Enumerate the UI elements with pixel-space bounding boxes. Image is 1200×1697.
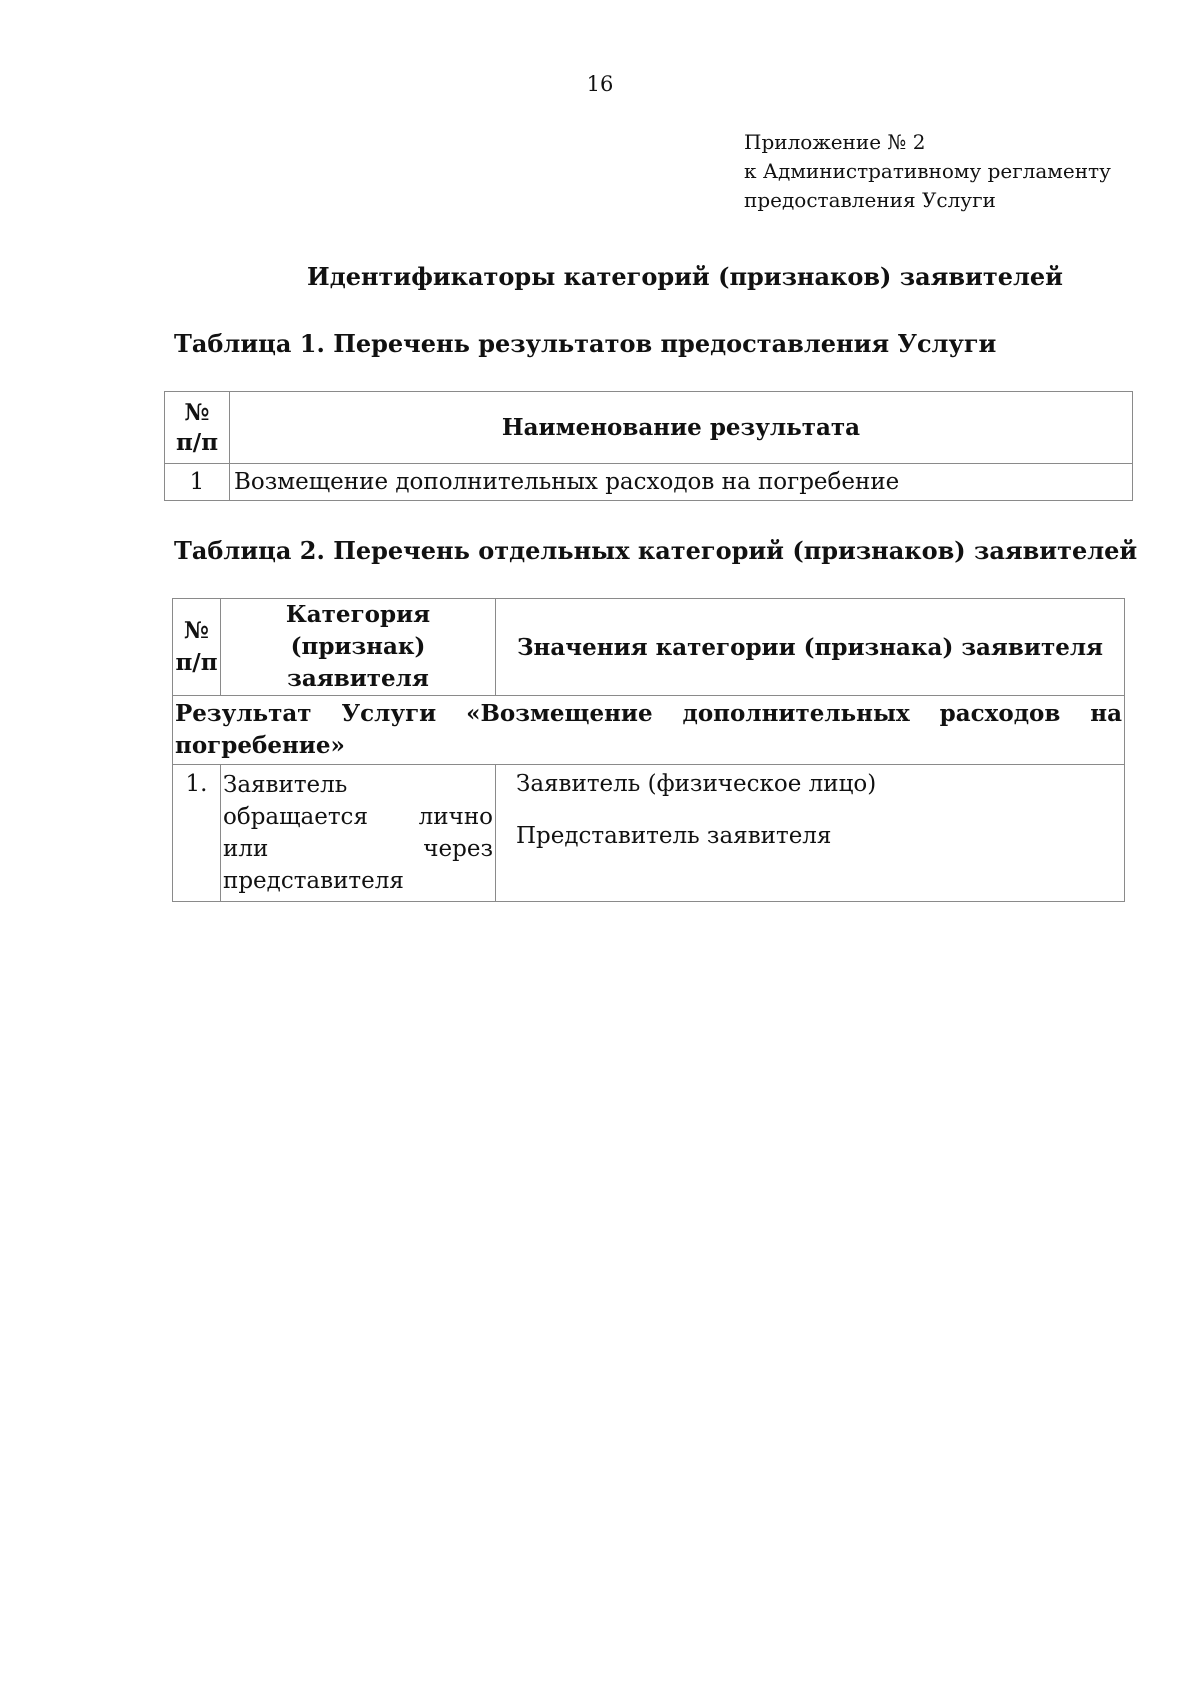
- results-table: [164, 391, 1133, 501]
- header-num-line: п/п: [175, 649, 218, 676]
- column-header-result-name: Наименование результата: [230, 392, 1133, 464]
- document-title: Идентификаторы категорий (признаков) заявителей: [307, 262, 1063, 291]
- column-header-values: Значения категории (признака) заявителя: [496, 599, 1125, 696]
- result-name: Возмещение дополнительных расходов на погребение: [230, 464, 1133, 501]
- header-num-line: №: [184, 398, 210, 426]
- category-value: Представитель заявителя: [516, 823, 832, 849]
- category-cell: Заявитель обращается лично или через представителя: [221, 765, 496, 902]
- table-header-row: [173, 599, 1125, 696]
- header-num-line: п/п: [175, 428, 219, 456]
- row-number: 1: [165, 464, 230, 501]
- column-header-number: [173, 599, 221, 696]
- header-category-line: Категория: [285, 601, 431, 628]
- row-number: 1.: [173, 765, 221, 902]
- category-value: Заявитель (физическое лицо): [516, 771, 877, 797]
- column-header-number: [165, 392, 230, 464]
- group-title: Результат Услуги «Возмещение дополнительных расходов на погребение»: [173, 696, 1125, 765]
- table1-caption: Таблица 1. Перечень результатов предоставления Услуги: [174, 329, 997, 358]
- table-header-row: [165, 392, 1133, 464]
- header-num-line: №: [184, 617, 209, 644]
- table2-caption: Таблица 2. Перечень отдельных категорий (признаков) заявителей: [174, 536, 1138, 565]
- appendix-line: Приложение № 2: [744, 130, 926, 154]
- header-category-line: (признак) заявителя: [287, 633, 429, 692]
- table-row: [173, 765, 1125, 902]
- values-cell: [496, 765, 1125, 902]
- appendix-line: предоставления Услуги: [744, 188, 996, 212]
- group-row: [173, 696, 1125, 765]
- page-number: 16: [586, 72, 614, 96]
- categories-table: [172, 598, 1125, 902]
- appendix-note: [744, 128, 1111, 215]
- column-header-category: [221, 599, 496, 696]
- table-row: [165, 464, 1133, 501]
- appendix-line: к Административному регламенту: [744, 159, 1111, 183]
